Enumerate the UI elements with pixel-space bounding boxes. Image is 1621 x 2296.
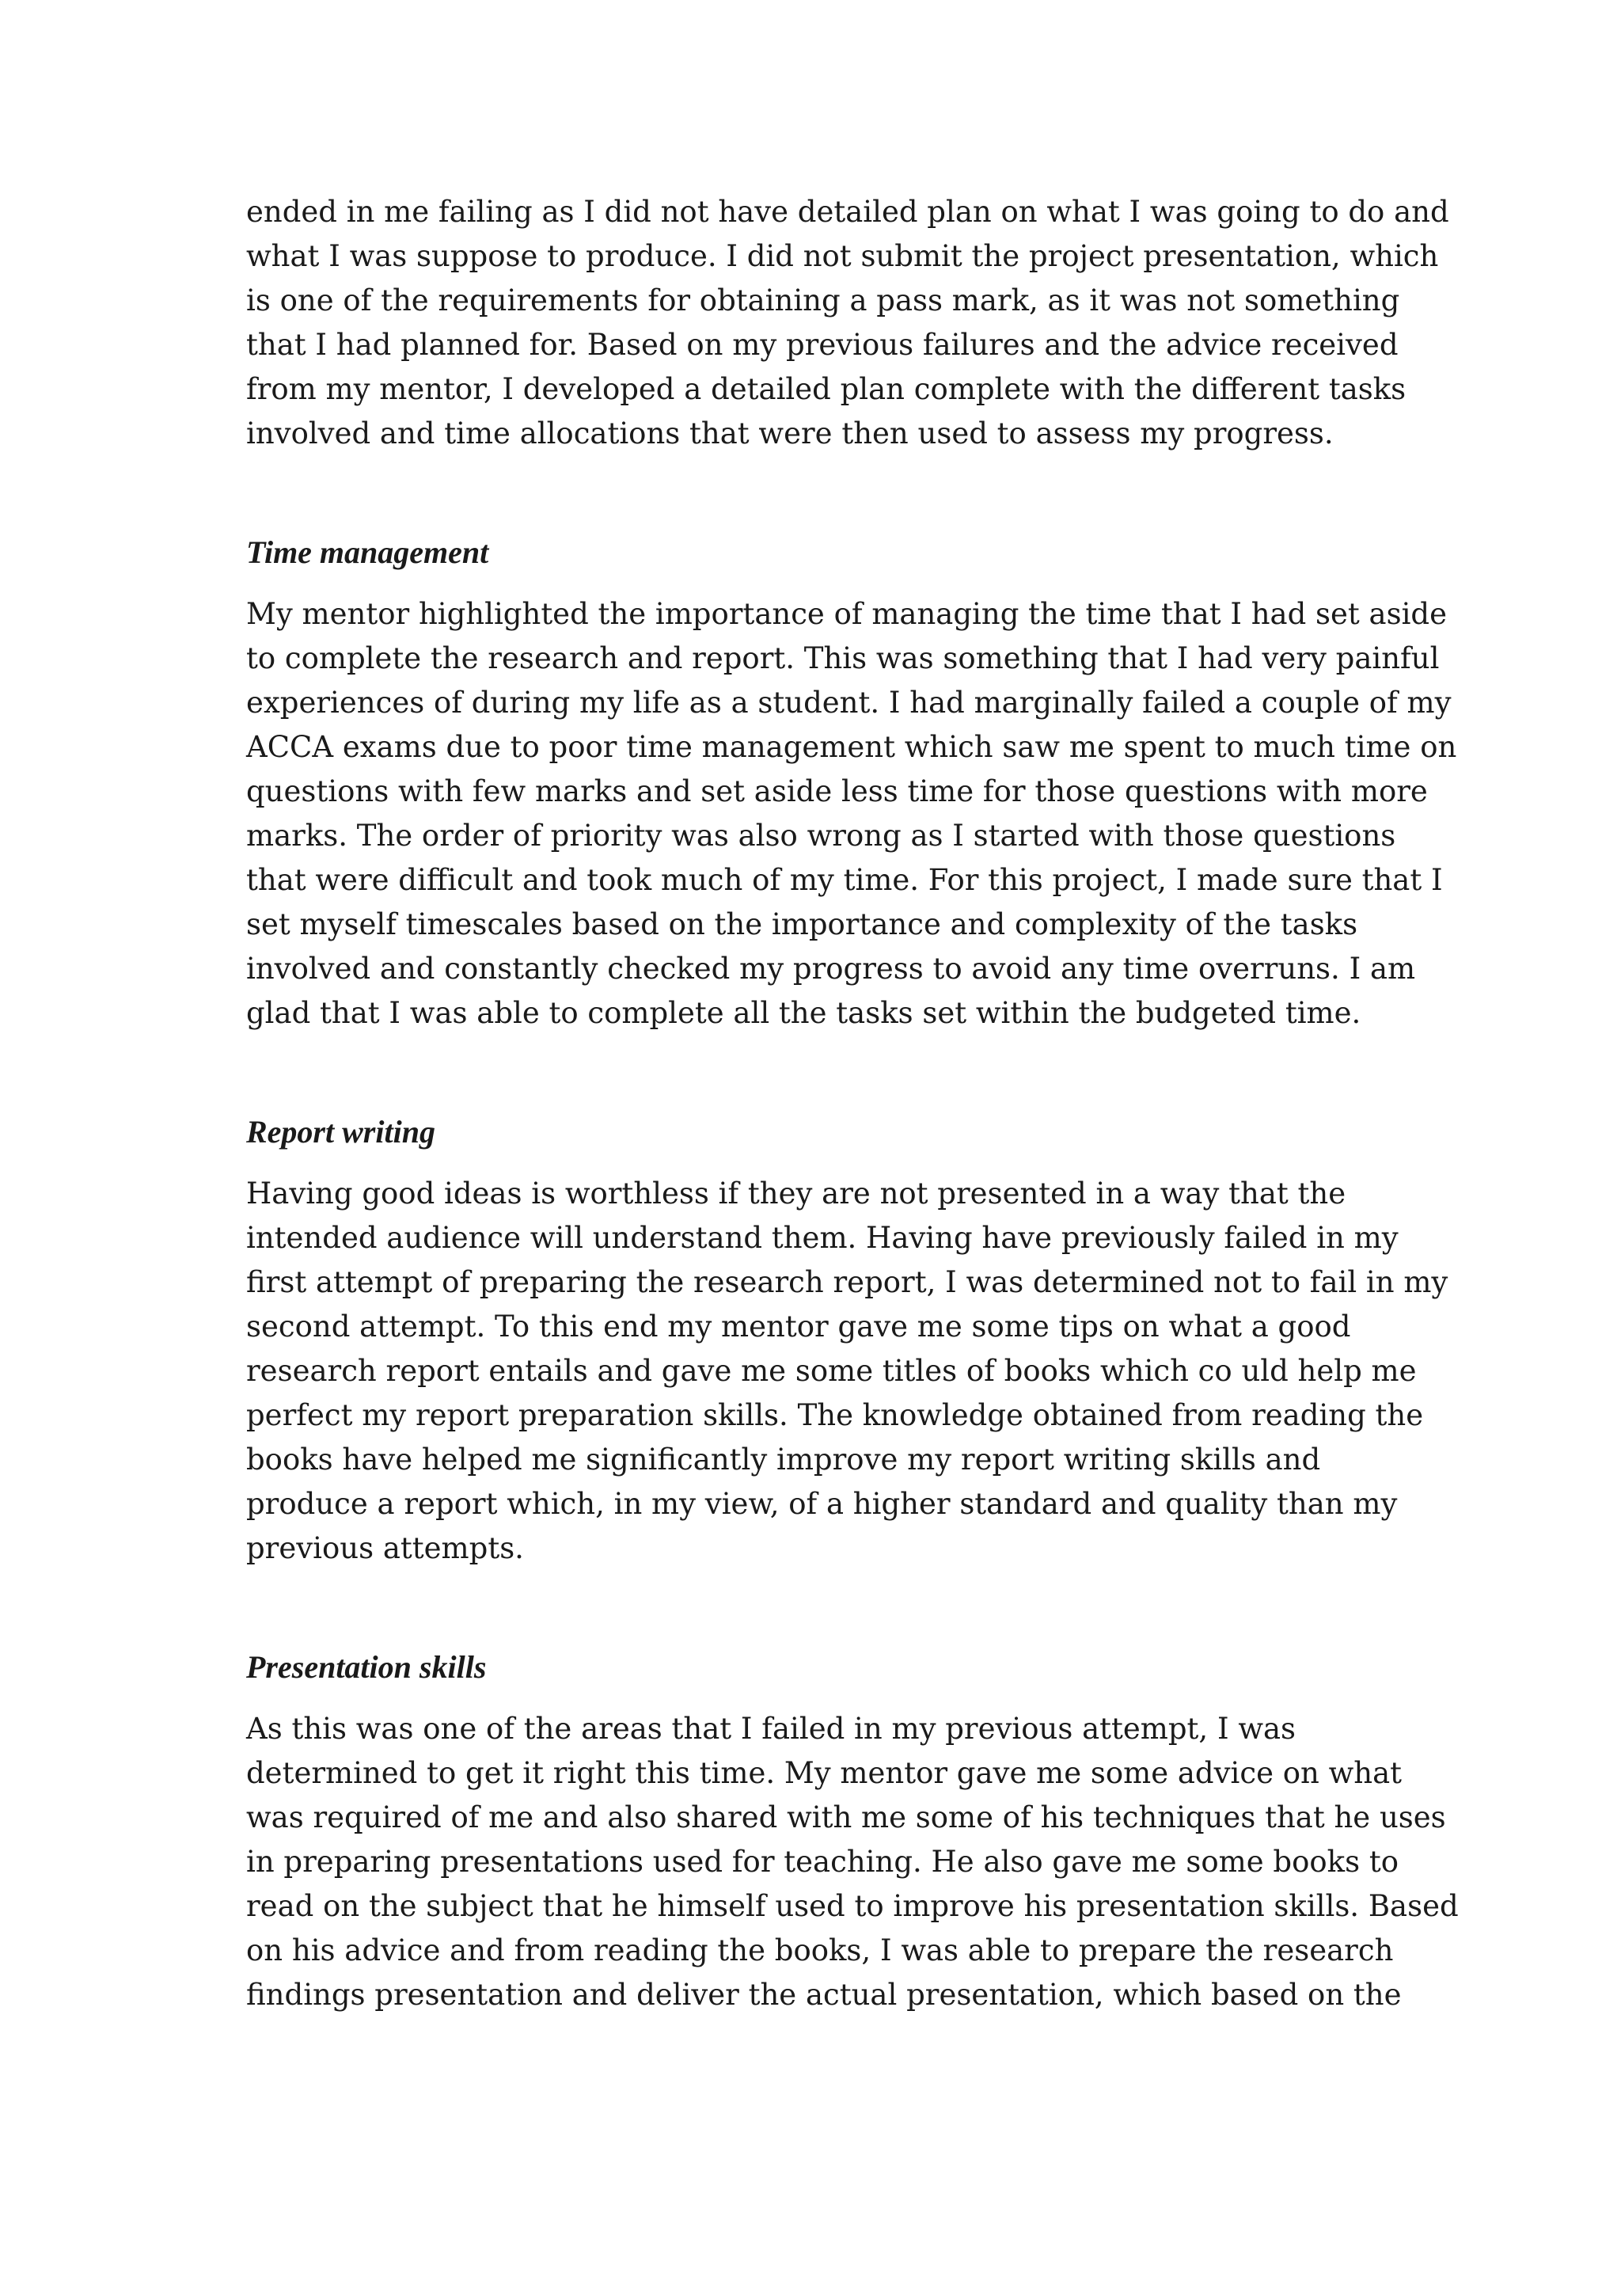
body-line: research report entails and gave me some titles of books which co uld help me [246,1354,1417,1388]
body-line: books have helped me significantly improve my report writing skills and [246,1443,1321,1477]
body-line: on his advice and from reading the books, I was able to prepare the research [246,1933,1394,1967]
body-line: was required of me and also shared with me some of his techniques that he uses [246,1800,1446,1834]
section-heading: Report writing [246,1114,435,1150]
body-line: read on the subject that he himself used to improve his presentation skills. Based [246,1889,1459,1923]
body-line: As this was one of the areas that I failed in my previous attempt, I was [246,1712,1296,1746]
intro-paragraph [246,190,1449,456]
body-line: in preparing presentations used for teaching. He also gave me some books to [246,1845,1399,1879]
body-line: My mentor highlighted the importance of managing the time that I had set aside [246,597,1448,631]
body-line: that I had planned for. Based on my previous failures and the advice received [246,328,1399,362]
body-line: set myself timescales based on the importance and complexity of the tasks [246,907,1358,941]
body-line: first attempt of preparing the research report, I was determined not to fail in my [246,1265,1448,1299]
body-line: experiences of during my life as a student. I had marginally failed a couple of my [246,686,1452,720]
body-line: what I was suppose to produce. I did not submit the project presentation, which [246,239,1439,273]
body-line: marks. The order of priority was also wrong as I started with those questions [246,819,1396,853]
body-line: determined to get it right this time. My mentor gave me some advice on what [246,1756,1403,1790]
body-line: is one of the requirements for obtaining a pass mark, as it was not something [246,283,1400,317]
section-paragraph [246,1707,1459,2017]
section-heading: Presentation skills [246,1649,487,1685]
body-line: findings presentation and deliver the actual presentation, which based on the [246,1978,1402,2012]
body-line: previous attempts. [246,1531,524,1565]
document-body [246,190,1459,2017]
body-line: produce a report which, in my view, of a higher standard and quality than my [246,1487,1398,1521]
section-paragraph [246,592,1457,1036]
section-time-management [246,530,1457,1036]
body-line: to complete the research and report. This was something that I had very painful [246,641,1440,675]
body-line: perfect my report preparation skills. The knowledge obtained from reading the [246,1398,1424,1432]
body-line: ACCA exams due to poor time management which saw me spent to much time on [246,730,1457,764]
body-line: involved and time allocations that were then used to assess my progress. [246,416,1334,450]
body-line: second attempt. To this end my mentor gave me some tips on what a good [246,1310,1351,1344]
section-report-writing [246,1110,1448,1571]
body-line: intended audience will understand them. Having have previously failed in my [246,1221,1399,1255]
section-heading: Time management [246,534,489,570]
body-line: that were difficult and took much of my time. For this project, I made sure that I [246,863,1443,897]
section-paragraph [246,1172,1448,1571]
body-line: glad that I was able to complete all the tasks set within the budgeted time. [246,996,1361,1030]
body-line: from my mentor, I developed a detailed plan complete with the different tasks [246,372,1407,406]
body-line: questions with few marks and set aside less time for those questions with more [246,774,1428,808]
body-line: Having good ideas is worthless if they are not presented in a way that the [246,1177,1346,1211]
body-line: ended in me failing as I did not have detailed plan on what I was going to do and [246,195,1449,229]
section-presentation-skills [246,1645,1459,2017]
body-line: involved and constantly checked my progress to avoid any time overruns. I am [246,952,1416,986]
